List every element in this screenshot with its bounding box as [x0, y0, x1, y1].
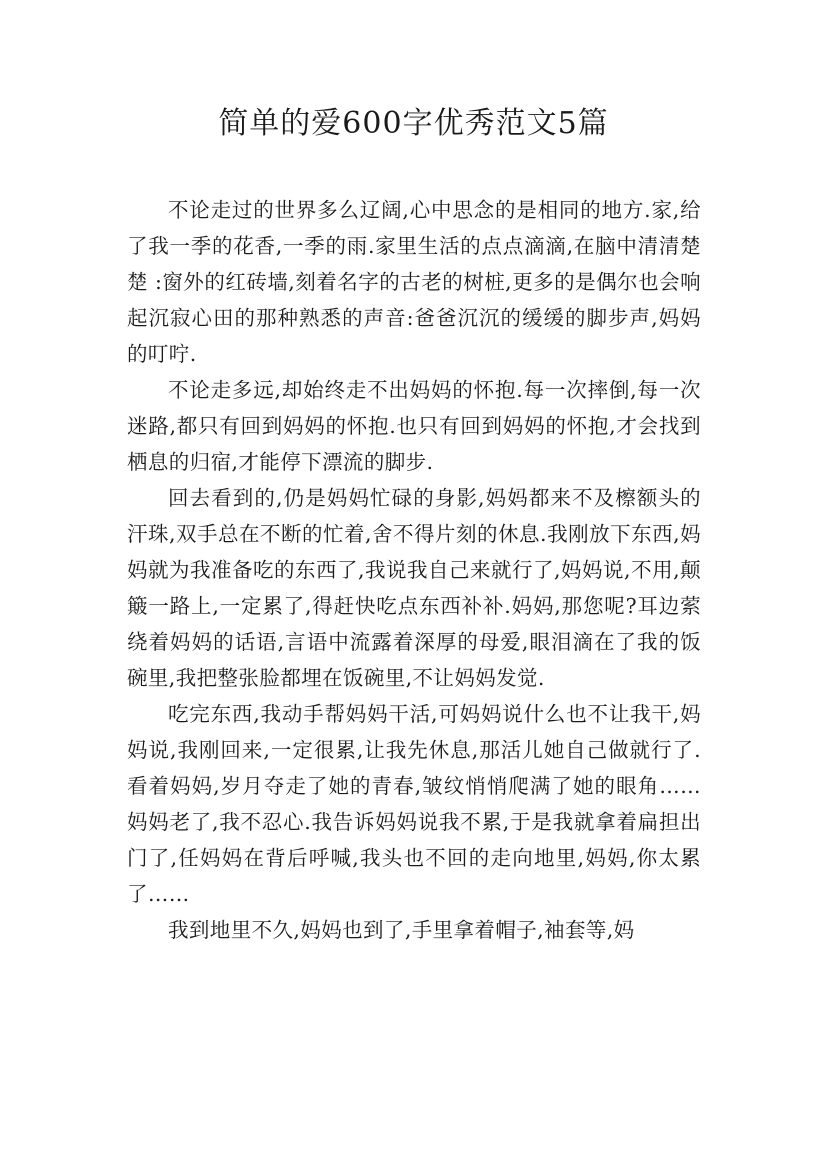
- paragraph: 不论走多远,却始终走不出妈妈的怀抱.每一次摔倒,每一次迷路,都只有回到妈妈的怀抱.也只有回到妈妈的怀抱,才会找到栖息的归宿,才能停下漂流的脚步.: [127, 378, 701, 474]
- paragraph: 吃完东西,我动手帮妈妈干活,可妈妈说什么也不让我干,妈妈说,我刚回来,一定很累,让我先休息,那活儿她自己做就行了.看着妈妈,岁月夺走了她的青春,皱纹悄悄爬满了她的眼角……妈妈老了,我不忍心.我告诉妈妈说我不累,于是我就拿着扁担出门了,任妈妈在背后呼喊,我头也不回的走向地里,妈妈,你太累了……: [127, 702, 701, 906]
- document-body: [127, 192, 701, 948]
- paragraph: 不论走过的世界多么辽阔,心中思念的是相同的地方.家,给了我一季的花香,一季的雨.家里生活的点点滴滴,在脑中清清楚楚 :窗外的红砖墙,刻着名字的古老的树桩,更多的是偶尔也会响起沉寂心田的那种熟悉的声音:爸爸沉沉的缓缓的脚步声,妈妈的叮咛.: [127, 198, 701, 366]
- paragraph: 我到地里不久,妈妈也到了,手里拿着帽子,袖套等,妈: [168, 918, 635, 942]
- paragraph: 回去看到的,仍是妈妈忙碌的身影,妈妈都来不及檫额头的汗珠,双手总在不断的忙着,舍不得片刻的休息.我刚放下东西,妈妈就为我准备吃的东西了,我说我自己来就行了,妈妈说,不用,颠簸一路上,一定累了,得赶快吃点东西补补.妈妈,那您呢?耳边萦绕着妈妈的话语,言语中流露着深厚的母爱,眼泪滴在了我的饭碗里,我把整张脸都埋在饭碗里,不让妈妈发觉.: [127, 486, 701, 690]
- document-title: 简单的爱600字优秀范文5篇: [218, 106, 609, 141]
